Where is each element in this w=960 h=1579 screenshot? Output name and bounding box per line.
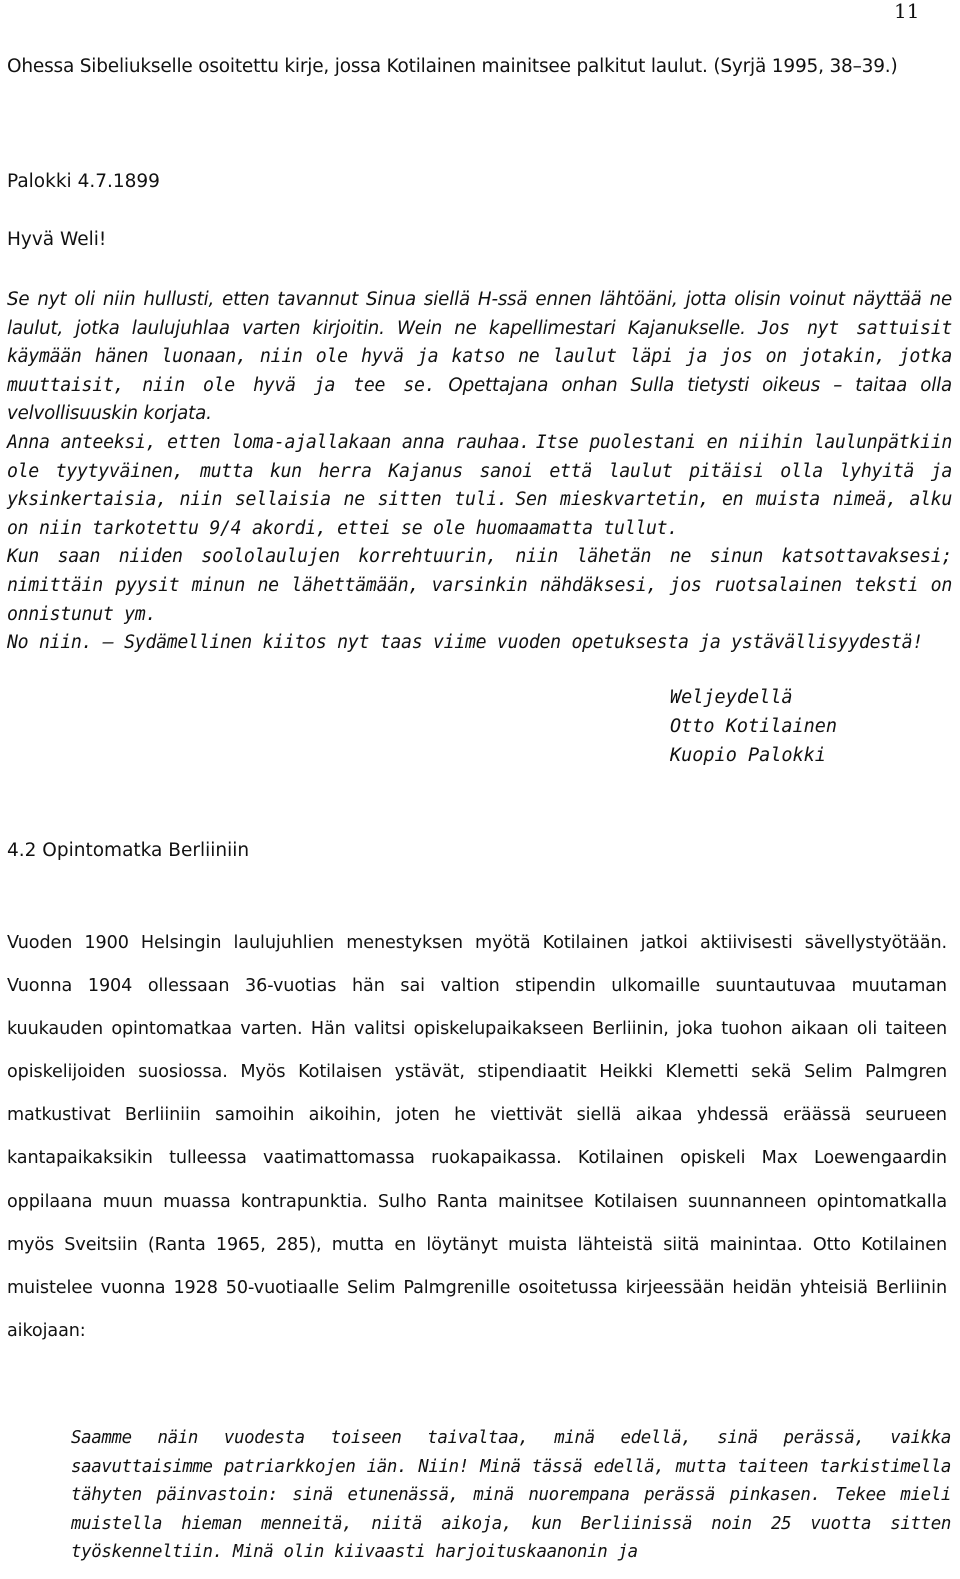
block-quote <box>71 1424 951 1567</box>
section-heading: 4.2 Opintomatka Berliiniin <box>7 840 250 861</box>
letter-text-part2: Jos nyt sattuisit käymään hänen luonaan, niin ole hyvä ja katso ne laulut läpi ja jos on jotakin, jotka muuttaisit, niin ole hyvä ja tee se. <box>7 317 952 396</box>
letter-body <box>7 286 952 658</box>
letter-text-part5: Itse puolestani en niihin laulunpätkiin ole tyytyväinen, mutta kun herra Kajanus sanoi että laulut pitäisi olla lyhyitä ja yksinkertaisia, niin sellaisia ne sitten tuli. <box>7 431 953 511</box>
letter-text-part3: Opettajana onhan Sulla tietysti oikeus – taitaa olla velvollisuuskin korjata. <box>7 374 952 425</box>
body-paragraph-text: Vuoden 1900 Helsingin laulujuhlien menestyksen myötä Kotilainen jatkoi aktiivisesti sävellystyötään. Vuonna 1904 ollessaan 36-vuotias hän sai valtion stipendin ulkomaille suuntautuvaa muutaman kuukauden opintomatkaa varten. Hän valitsi opiskelupaikakseen Berliinin, joka tuohon aikaan oli taiteen opiskelijoiden suosiossa. Myös Kotilaisen ystävät, stipendiaatit Heikki Klemetti sekä Selim Palmgren matkustivat Berliiniin samoihin aikoihin, joten he viettivät siellä aikaa yhdessä eräässä seurueen kantapaikaksikin tulleessa vaatimattomassa ruokapaikassa. Kotilainen opiskeli Max Loewengaardin oppilaana muun muassa kontrapunktia. Sulho Ranta mainitsee Kotilaisen suunnanneen opintomatkalla myös Sveitsiin (Ranta 1965, 285), mutta en löytänyt muista lähteistä siitä mainintaa. Otto Kotilainen muistelee vuonna 1928 50-vuotiaalle Selim Palmgrenille osoitetussa kirjeessään heidän yhteisiä Berliinin aikojaan: <box>7 933 947 1341</box>
letter-place-date: Palokki 4.7.1899 <box>7 171 160 192</box>
letter-signature <box>670 683 837 770</box>
page-number: 11 <box>894 0 920 23</box>
intro-text: Ohessa Sibeliukselle osoitettu kirje, jossa Kotilainen mainitsee palkitut laulut. (Syrjä 1995, 38–39.) <box>7 56 898 77</box>
letter-text-part6: Sen mieskvartetin, en muista nimeä, alku on niin tarkotettu 9/4 akordi, ettei se ole huomaamatta tullut. <box>7 489 952 539</box>
letter-text-part4: Anna anteeksi, etten loma-ajallakaan anna rauhaa. <box>7 431 530 453</box>
letter-text-part1: Se nyt oli niin hullusti, etten tavannut Sinua siellä H-ssä ennen lähtöäni, jotta olisin voinut näyttää ne laulut, jotka laulujuhlaa varten kirjoitin. Wein ne kapellimestari Kajanukselle. <box>7 289 952 339</box>
signature-line: Weljeydellä <box>670 687 793 708</box>
intro-paragraph <box>7 52 953 81</box>
body-paragraph <box>7 922 947 1353</box>
block-quote-text: Saamme näin vuodesta toiseen taivaltaa, minä edellä, sinä perässä, vaikka saavuttaisimme patriarkkojen iän. Niin! Minä tässä edellä, mutta taiteen tarkistimella tähyten päinvastoin: sinä etunenässä, minä nuorempana perässä pinkasen. Tekee mieli muistella hieman menneitä, niitä aikoja, kun Berliinissä noin 25 vuotta sitten työskenneltiin. Minä olin kiivaasti harjoituskaanonin ja <box>71 1428 951 1563</box>
letter-text-part8: No niin. – Sydämellinen kiitos nyt taas viime vuoden opetuksesta ja ystävällisyydestä! <box>7 632 923 654</box>
letter-text-part7: Kun saan niiden soololaulujen korrehtuurin, niin lähetän ne sinun katsottavaksesi; nimittäin pyysit minun ne lähettämään, varsinkin nähdäksesi, jos ruotsalainen teksti on onnistunut ym. <box>7 546 952 625</box>
letter-greeting: Hyvä Weli! <box>7 229 107 250</box>
signature-line: Otto Kotilainen <box>670 716 838 737</box>
signature-line: Kuopio Palokki <box>670 745 826 766</box>
